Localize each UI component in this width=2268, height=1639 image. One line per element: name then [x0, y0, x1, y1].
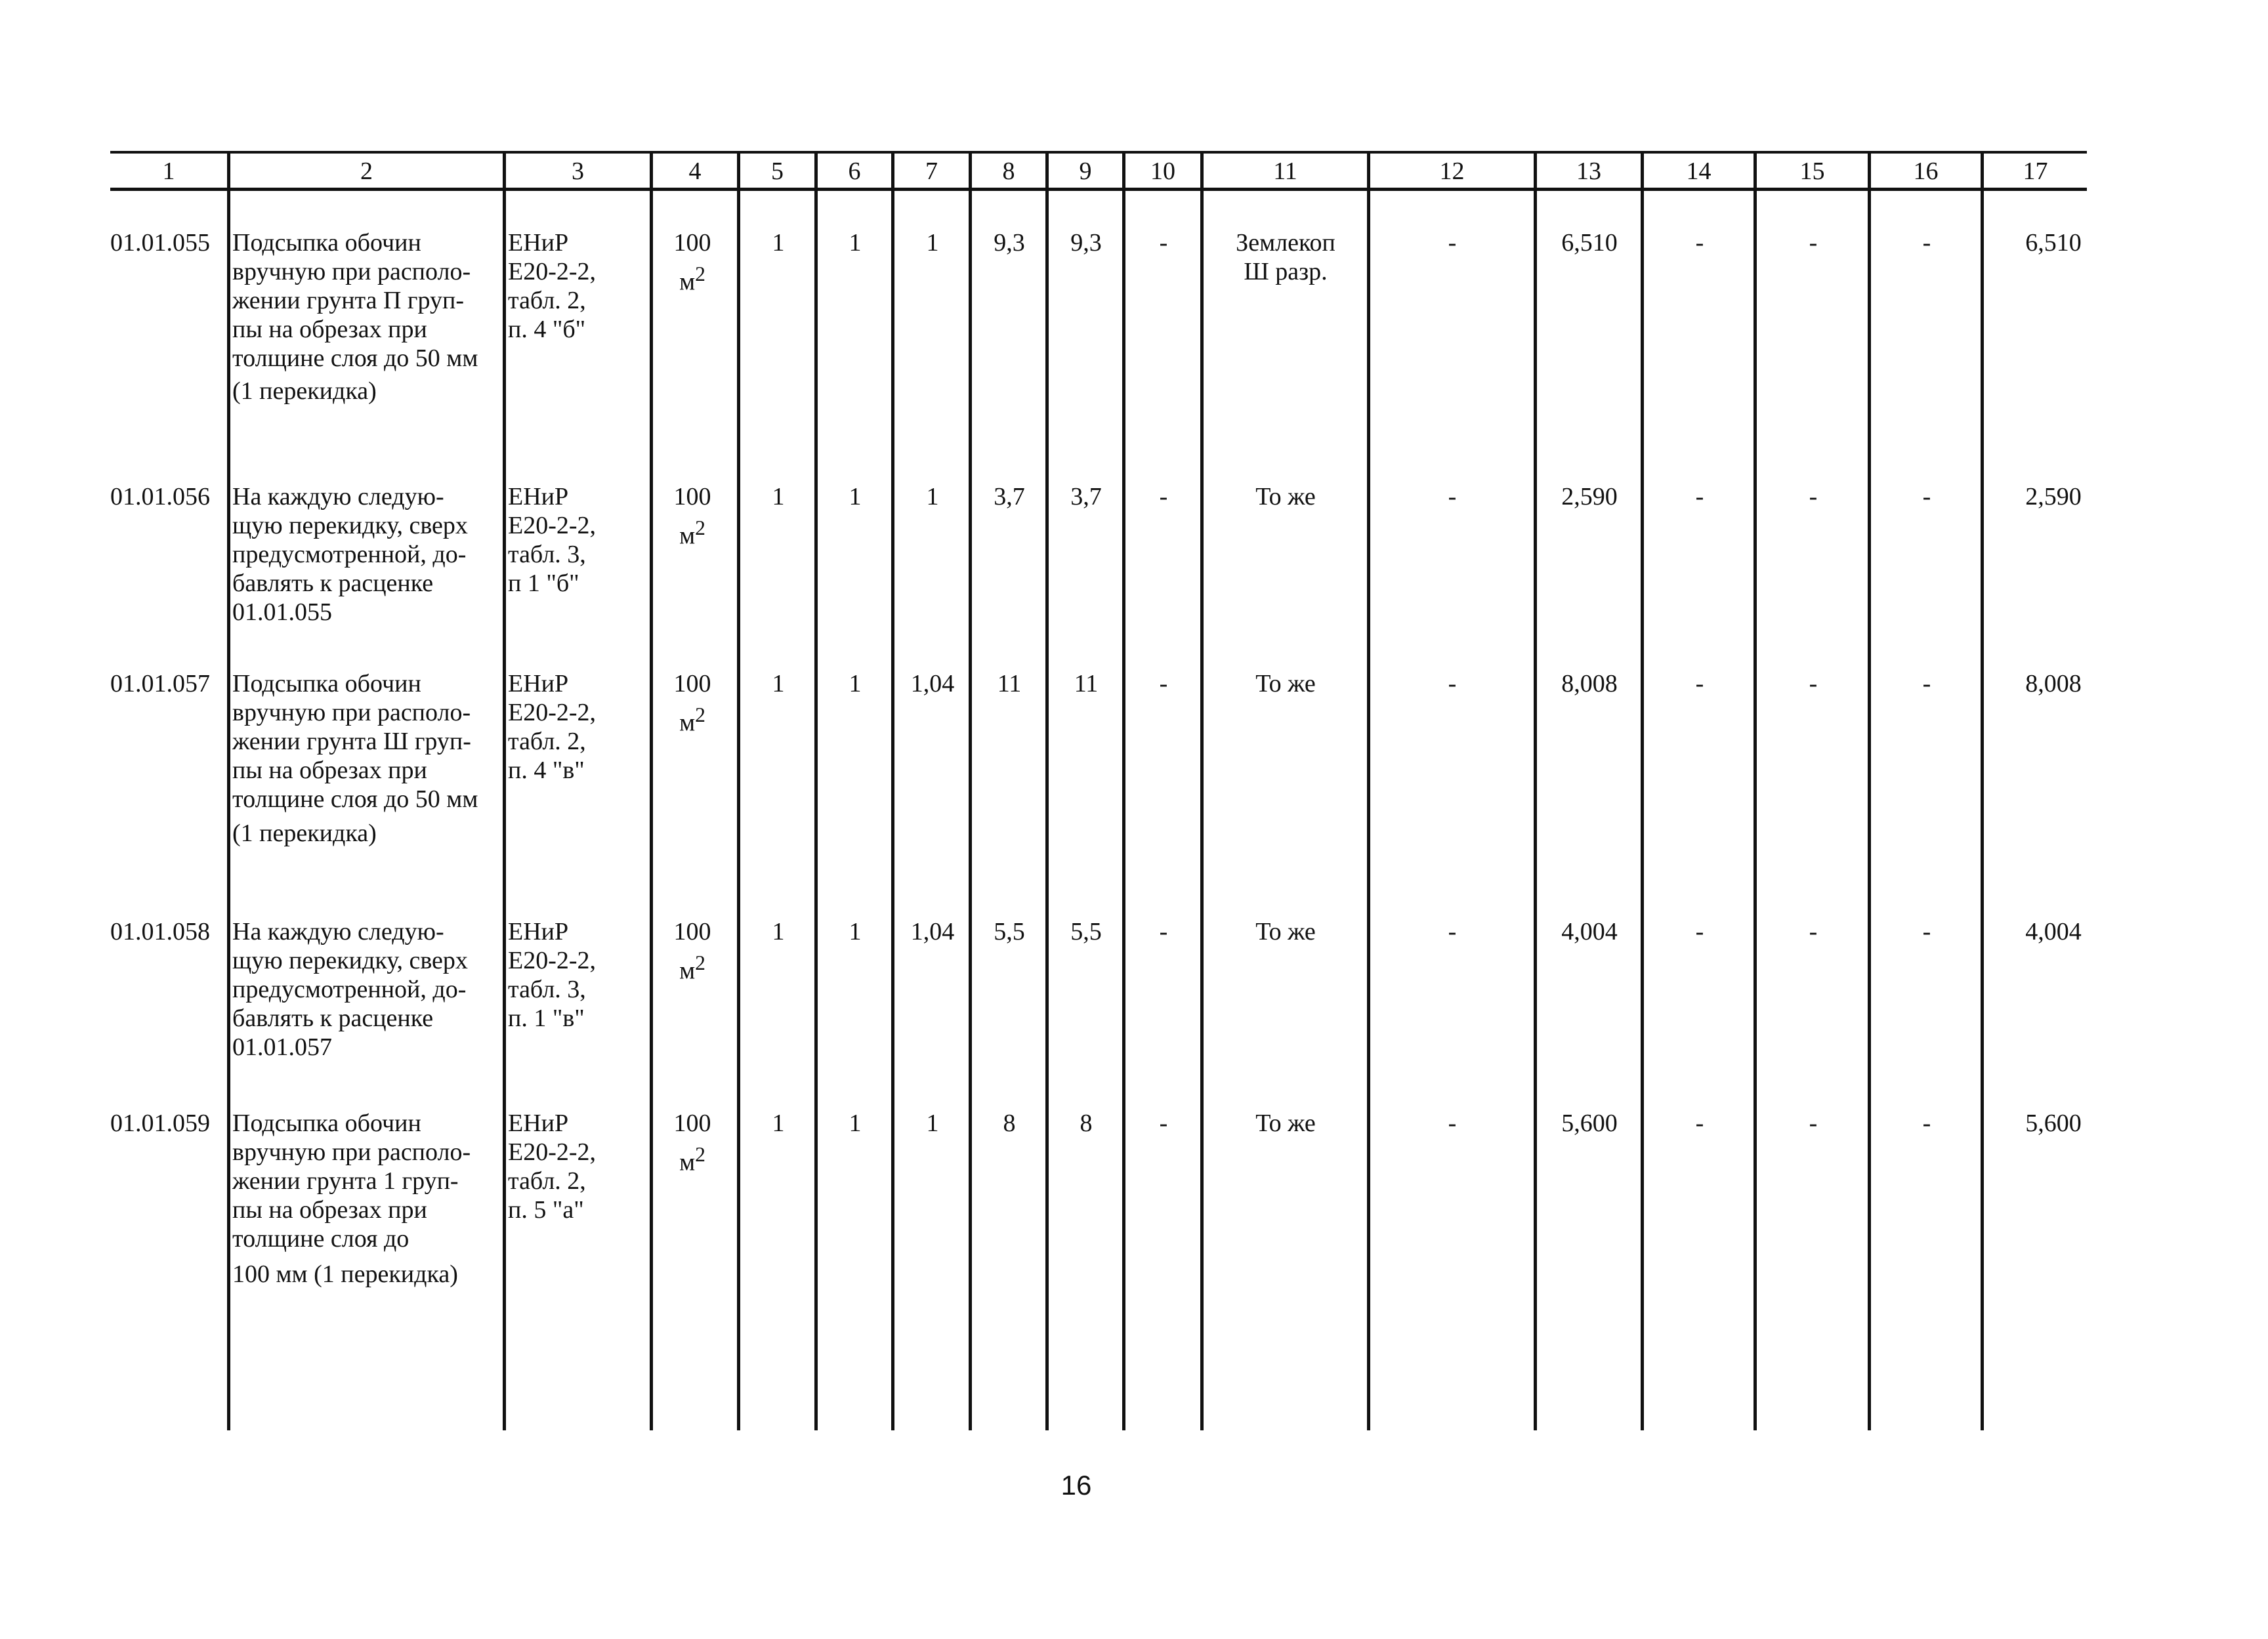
- cell-col-6: 1: [849, 229, 862, 257]
- column-rule: [814, 152, 818, 1430]
- description-line: Подсыпка обочин: [232, 229, 421, 257]
- column-rule: [891, 152, 894, 1430]
- description-line: На каждую следую-: [232, 918, 444, 945]
- cell-col-15: -: [1809, 670, 1818, 697]
- cell-col-15: -: [1809, 1110, 1818, 1137]
- cell-col-8: 9,3: [994, 229, 1025, 257]
- header-col-16: 16: [1913, 157, 1939, 185]
- work-description: [232, 228, 501, 405]
- column-rule: [1045, 152, 1049, 1430]
- header-col-15: 15: [1799, 157, 1825, 185]
- header-col-1: 1: [162, 157, 175, 185]
- measure-unit: [653, 1109, 732, 1177]
- rate-code: 01.01.059: [110, 1110, 210, 1137]
- norm-reference: [508, 669, 652, 785]
- reference-line: Е20-2-2,: [508, 1138, 597, 1166]
- cell-col-8: 5,5: [994, 918, 1025, 945]
- description-line: Подсыпка обочин: [232, 1110, 421, 1137]
- cell-col-12: -: [1448, 229, 1457, 257]
- reference-line: Е20-2-2,: [508, 512, 597, 539]
- cell-col-7: 1,04: [910, 918, 955, 945]
- cell-col-9: 5,5: [1070, 918, 1102, 945]
- unit-exponent: 2: [695, 1143, 705, 1166]
- header-col-13: 13: [1576, 157, 1601, 185]
- cell-col-5: 1: [772, 670, 785, 697]
- cell-col-13: 5,600: [1561, 1110, 1618, 1137]
- description-line: щую перекидку, сверх: [232, 512, 468, 539]
- measure-unit: [653, 917, 732, 985]
- cell-col-9: 8: [1080, 1110, 1093, 1137]
- unit-value: 100: [673, 229, 711, 257]
- description-line: 01.01.057: [232, 1033, 332, 1061]
- worker-line: То же: [1255, 1110, 1316, 1137]
- description-line: толщине слоя до 50 мм: [232, 344, 478, 372]
- reference-line: Е20-2-2,: [508, 258, 597, 285]
- cell-col-9: 11: [1074, 670, 1099, 697]
- header-col-5: 5: [771, 157, 784, 185]
- header-col-14: 14: [1686, 157, 1712, 185]
- norm-reference: [508, 228, 652, 344]
- header-col-2: 2: [360, 157, 373, 185]
- cell-col-13: 2,590: [1561, 483, 1618, 510]
- description-line: бавлять к расценке: [232, 1005, 434, 1032]
- cell-col-10: -: [1159, 918, 1168, 945]
- cell-col-10: -: [1159, 670, 1168, 697]
- unit-exponent: 2: [695, 516, 705, 539]
- header-col-3: 3: [572, 157, 584, 185]
- cell-col-9: 9,3: [1070, 229, 1102, 257]
- column-rule: [737, 152, 740, 1430]
- column-rule: [1200, 152, 1204, 1430]
- worker-line: То же: [1255, 483, 1316, 510]
- column-rule: [1534, 152, 1537, 1430]
- cell-col-13: 8,008: [1561, 670, 1618, 697]
- reference-line: табл. 2,: [508, 287, 586, 314]
- cell-col-17-total: 2,590: [2025, 483, 2082, 510]
- rate-code: 01.01.055: [110, 229, 210, 257]
- cell-col-5: 1: [772, 1110, 785, 1137]
- cell-col-15: -: [1809, 918, 1818, 945]
- unit-value: 100: [673, 483, 711, 510]
- cell-col-17-total: 5,600: [2025, 1110, 2082, 1137]
- cell-col-8: 8: [1003, 1110, 1016, 1137]
- cell-col-5: 1: [772, 483, 785, 510]
- unit-name: м: [679, 1148, 696, 1176]
- cell-col-7: 1: [926, 1110, 939, 1137]
- worker-grade: [1205, 1109, 1366, 1138]
- reference-line: ЕНиР: [508, 670, 569, 697]
- column-rule: [1641, 152, 1644, 1430]
- measure-unit: [653, 482, 732, 550]
- page-number: 16: [1060, 1470, 1092, 1501]
- rate-code: 01.01.057: [110, 670, 210, 697]
- unit-value: 100: [673, 1110, 711, 1137]
- unit-value: 100: [673, 670, 711, 697]
- column-rule: [227, 152, 230, 1430]
- cell-col-7: 1: [926, 483, 939, 510]
- column-rule: [1754, 152, 1757, 1430]
- reference-line: п. 5 "а": [508, 1196, 584, 1224]
- description-line: жении грунта 1 груп-: [232, 1167, 459, 1195]
- cell-col-13: 6,510: [1561, 229, 1618, 257]
- cell-col-12: -: [1448, 483, 1457, 510]
- worker-grade: [1205, 917, 1366, 946]
- reference-line: ЕНиР: [508, 1110, 569, 1137]
- reference-line: п. 1 "в": [508, 1005, 585, 1032]
- measure-unit: [653, 228, 732, 297]
- reference-line: ЕНиР: [508, 229, 569, 257]
- description-line: (1 перекидка): [232, 820, 377, 847]
- header-col-10: 10: [1150, 157, 1175, 185]
- reference-line: табл. 2,: [508, 1167, 586, 1195]
- description-line: 100 мм (1 перекидка): [232, 1260, 458, 1288]
- cell-col-16: -: [1922, 229, 1931, 257]
- worker-line: Ш разр.: [1244, 258, 1328, 285]
- description-line: жении грунта П груп-: [232, 287, 465, 314]
- description-line: пы на обрезах при: [232, 757, 427, 784]
- work-description: [232, 917, 501, 1062]
- unit-name: м: [679, 522, 696, 550]
- column-rule: [1122, 152, 1125, 1430]
- cell-col-12: -: [1448, 670, 1457, 697]
- worker-line: То же: [1255, 670, 1316, 697]
- cell-col-16: -: [1922, 483, 1931, 510]
- description-line: щую перекидку, сверх: [232, 947, 468, 974]
- cell-col-16: -: [1922, 1110, 1931, 1137]
- header-col-7: 7: [925, 157, 938, 185]
- worker-line: То же: [1255, 918, 1316, 945]
- reference-line: ЕНиР: [508, 918, 569, 945]
- column-rule: [1868, 152, 1871, 1430]
- worker-grade: [1205, 482, 1366, 511]
- description-line: вручную при располо-: [232, 699, 471, 726]
- unit-name: м: [679, 268, 696, 296]
- cell-col-5: 1: [772, 229, 785, 257]
- description-line: предусмотренной, до-: [232, 976, 467, 1003]
- description-line: вручную при располо-: [232, 1138, 471, 1166]
- cell-col-14: -: [1695, 483, 1704, 510]
- unit-exponent: 2: [695, 703, 705, 726]
- cell-col-6: 1: [849, 918, 862, 945]
- cell-col-6: 1: [849, 670, 862, 697]
- work-description: [232, 482, 501, 627]
- norm-reference: [508, 1109, 652, 1224]
- column-rule: [503, 152, 506, 1430]
- cell-col-16: -: [1922, 918, 1931, 945]
- reference-line: Е20-2-2,: [508, 947, 597, 974]
- work-description: [232, 669, 501, 848]
- description-line: предусмотренной, до-: [232, 541, 467, 568]
- cell-col-17-total: 6,510: [2025, 229, 2082, 257]
- description-line: бавлять к расценке: [232, 570, 434, 597]
- description-line: пы на обрезах при: [232, 1196, 427, 1224]
- description-line: пы на обрезах при: [232, 316, 427, 343]
- cell-col-13: 4,004: [1561, 918, 1618, 945]
- cell-col-7: 1,04: [910, 670, 955, 697]
- worker-line: Землекоп: [1236, 229, 1335, 257]
- measure-unit: [653, 669, 732, 737]
- cell-col-14: -: [1695, 229, 1704, 257]
- norm-reference: [508, 917, 652, 1033]
- description-line: вручную при располо-: [232, 258, 471, 285]
- header-col-12: 12: [1439, 157, 1465, 185]
- header-col-6: 6: [848, 157, 861, 185]
- cell-col-16: -: [1922, 670, 1931, 697]
- description-line: Подсыпка обочин: [232, 670, 421, 697]
- norm-reference: [508, 482, 652, 598]
- worker-grade: [1205, 669, 1366, 698]
- unit-exponent: 2: [695, 951, 705, 974]
- cell-col-5: 1: [772, 918, 785, 945]
- cell-col-7: 1: [926, 229, 939, 257]
- unit-exponent: 2: [695, 262, 705, 285]
- description-line: толщине слоя до 50 мм: [232, 785, 478, 813]
- cell-col-8: 3,7: [994, 483, 1025, 510]
- cell-col-8: 11: [997, 670, 1022, 697]
- description-line: жении грунта Ш груп-: [232, 728, 471, 755]
- column-rule: [1981, 152, 1984, 1430]
- cell-col-12: -: [1448, 1110, 1457, 1137]
- description-line: На каждую следую-: [232, 483, 444, 510]
- cell-col-10: -: [1159, 483, 1168, 510]
- cell-col-12: -: [1448, 918, 1457, 945]
- cell-col-14: -: [1695, 918, 1704, 945]
- description-line: 01.01.055: [232, 598, 332, 626]
- rate-code: 01.01.056: [110, 483, 210, 510]
- column-rule: [969, 152, 972, 1430]
- reference-line: табл. 3,: [508, 541, 586, 568]
- cell-col-10: -: [1159, 229, 1168, 257]
- reference-line: п. 4 "в": [508, 757, 585, 784]
- work-description: [232, 1109, 501, 1289]
- unit-name: м: [679, 709, 696, 737]
- column-rule: [1367, 152, 1370, 1430]
- reference-line: Е20-2-2,: [508, 699, 597, 726]
- reference-line: п 1 "б": [508, 570, 579, 597]
- reference-line: табл. 3,: [508, 976, 586, 1003]
- cell-col-15: -: [1809, 229, 1818, 257]
- cell-col-17-total: 8,008: [2025, 670, 2082, 697]
- cell-col-15: -: [1809, 483, 1818, 510]
- worker-grade: [1205, 228, 1366, 286]
- rate-code: 01.01.058: [110, 918, 210, 945]
- cell-col-9: 3,7: [1070, 483, 1102, 510]
- column-rule: [650, 152, 653, 1430]
- unit-value: 100: [673, 918, 711, 945]
- description-line: (1 перекидка): [232, 377, 377, 405]
- cell-col-6: 1: [849, 1110, 862, 1137]
- description-line: толщине слоя до: [232, 1225, 410, 1253]
- cell-col-14: -: [1695, 670, 1704, 697]
- header-col-4: 4: [688, 157, 702, 185]
- header-col-9: 9: [1079, 157, 1092, 185]
- cell-col-17-total: 4,004: [2025, 918, 2082, 945]
- reference-line: п. 4 "б": [508, 316, 586, 343]
- unit-name: м: [679, 957, 696, 985]
- cell-col-10: -: [1159, 1110, 1168, 1137]
- cell-col-14: -: [1695, 1110, 1704, 1137]
- reference-line: табл. 2,: [508, 728, 586, 755]
- header-col-17: 17: [2023, 157, 2048, 185]
- header-col-11: 11: [1273, 157, 1297, 185]
- cell-col-6: 1: [849, 483, 862, 510]
- header-col-8: 8: [1002, 157, 1015, 185]
- reference-line: ЕНиР: [508, 483, 569, 510]
